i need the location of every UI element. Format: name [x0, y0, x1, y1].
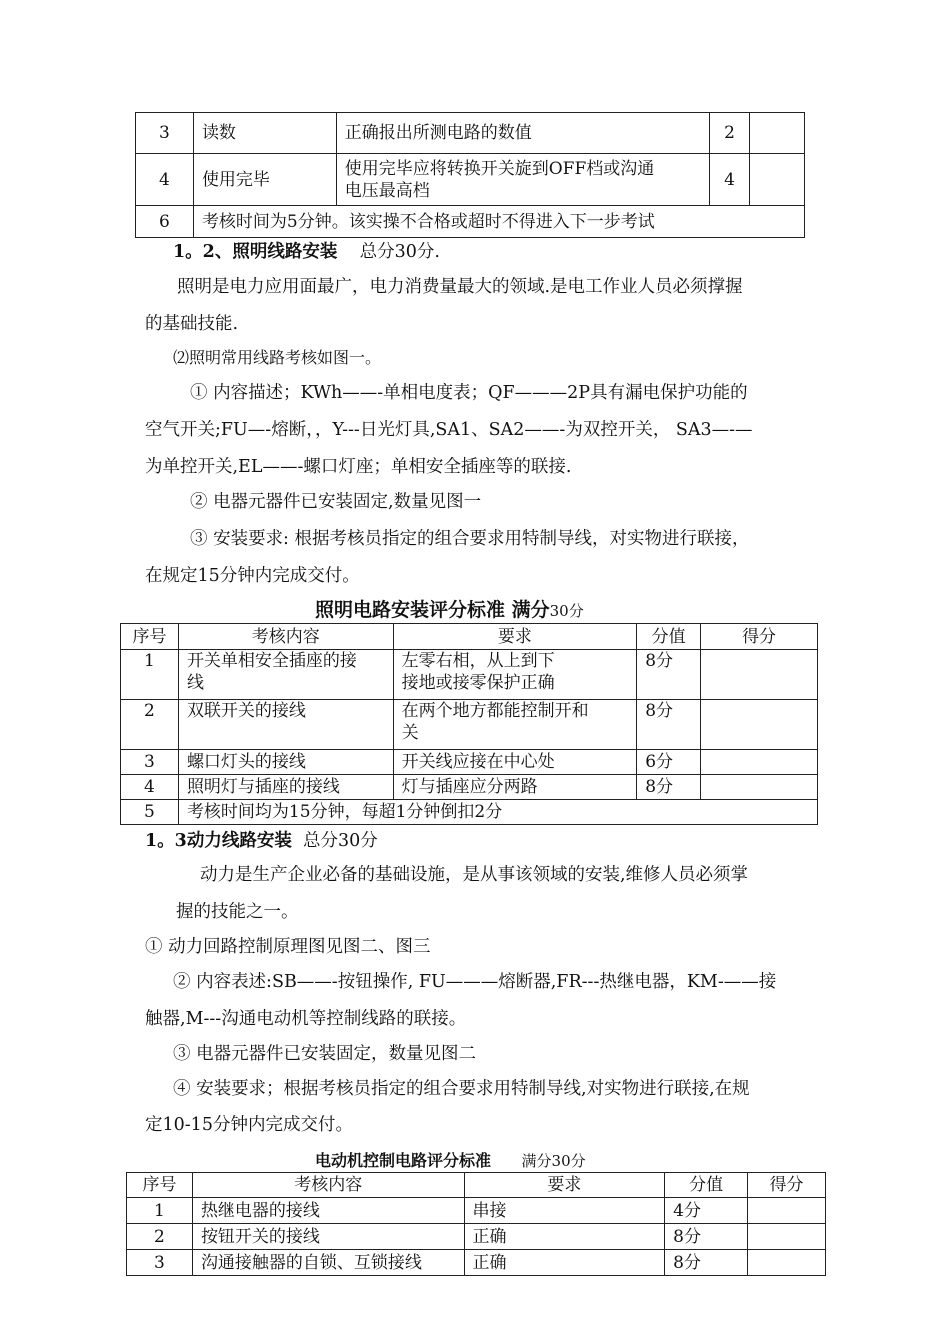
row-got [701, 750, 818, 775]
header-cell: 考核内容 [192, 1173, 464, 1198]
row-score: 4分 [665, 1198, 748, 1224]
row-score: 4 [710, 154, 750, 206]
section-12-heading [173, 240, 440, 264]
requirement-line: 在两个地方都能控制开和 [401, 701, 589, 721]
row-number: 3 [121, 750, 179, 775]
table-footer-row [121, 800, 818, 825]
table-row [127, 1198, 826, 1224]
content-line: 开关单相安全插座的接 [186, 651, 357, 671]
row-content: 按钮开关的接线 [192, 1224, 464, 1250]
motor-score-table [126, 1172, 826, 1276]
paragraph-line: ③ 安装要求: 根据考核员指定的组合要求用特制导线，对实物进行联接， [190, 529, 750, 549]
row-number: 1 [127, 1198, 193, 1224]
paragraph-line: 触器,M---沟通电动机等控制线路的联接。 [145, 1009, 467, 1029]
header-cell: 序号 [127, 1173, 193, 1198]
table-title-score: 30分 [549, 602, 584, 620]
paragraph-line: 动力是生产企业必备的基础设施，是从事该领域的安装,维修人员必须掌 [200, 865, 749, 885]
row-got [750, 113, 805, 154]
table-header-row [127, 1173, 826, 1198]
paragraph-line: ① 内容描述；KWh——-单相电度表；QF———2P具有漏电保护功能的 [190, 383, 748, 403]
table-title-text: 电动机控制电路评分标准 [315, 1151, 492, 1170]
paragraph-line: ⑵照明常用线路考核如图一。 [173, 348, 382, 367]
content-line: 双联开关的接线 [186, 701, 306, 721]
table-title [315, 598, 584, 623]
row-requirement: 灯与插座应分两路 [393, 775, 637, 800]
paragraph-line: ② 内容表述:SB——-按钮操作, FU———熔断器,FR---热继电器，KM-——接 [173, 972, 777, 992]
row-requirement [393, 700, 637, 750]
header-cell: 序号 [121, 624, 179, 650]
footer-text: 考核时间为5分钟。该实操不合格或超时不得进入下一步考试 [193, 206, 804, 238]
row-score: 8分 [637, 650, 701, 700]
footer-text: 考核时间均为15分钟，每超1分钟倒扣2分 [178, 800, 817, 825]
description-line: 使用完毕应将转换开关旋到OFF档或沟通 [344, 158, 655, 179]
paragraph-line: 照明是电力应用面最广，电力消费量最大的领域.是电工作业人员必须撑握 [177, 277, 743, 297]
table-row [121, 650, 818, 700]
header-cell: 要求 [464, 1173, 665, 1198]
section-13-heading [145, 829, 378, 853]
row-content [178, 650, 393, 700]
row-got [701, 700, 818, 750]
paragraph-line: ② 电器元器件已安装固定,数量见图一 [190, 492, 482, 512]
row-description: 正确报出所测电路的数值 [336, 113, 709, 154]
paragraph-line: 在规定15分钟内完成交付。 [145, 566, 360, 586]
section-title: 1。2、照明线路安装 [173, 242, 338, 262]
row-requirement: 串接 [464, 1198, 665, 1224]
row-number: 4 [121, 775, 179, 800]
paragraph-line: ③ 电器元器件已安装固定，数量见图二 [173, 1044, 477, 1064]
row-number: 2 [121, 700, 179, 750]
row-content: 螺口灯头的接线 [178, 750, 393, 775]
row-number: 4 [136, 154, 194, 206]
row-number: 3 [136, 113, 194, 154]
row-content: 沟通接触器的自锁、互锁接线 [192, 1250, 464, 1276]
table-title-score: 满分30分 [521, 1152, 586, 1170]
row-number: 3 [127, 1250, 193, 1276]
row-got [748, 1250, 826, 1276]
row-number: 6 [136, 206, 194, 238]
top-score-table [135, 112, 805, 238]
header-cell: 分值 [665, 1173, 748, 1198]
row-got [701, 650, 818, 700]
table-title-text: 照明电路安装评分标准 满分 [315, 599, 550, 621]
table-header-row [121, 624, 818, 650]
row-got [748, 1198, 826, 1224]
row-requirement [393, 650, 637, 700]
row-score: 8分 [637, 775, 701, 800]
row-number: 5 [121, 800, 179, 825]
row-got [750, 154, 805, 206]
paragraph-line: 定10-15分钟内完成交付。 [145, 1115, 353, 1135]
row-item: 读数 [193, 113, 336, 154]
header-cell: 得分 [701, 624, 818, 650]
row-score: 6分 [637, 750, 701, 775]
table-footer-row [136, 206, 805, 238]
paragraph-line: 的基础技能. [145, 314, 239, 334]
table-row [121, 750, 818, 775]
header-cell: 分值 [637, 624, 701, 650]
table-row [127, 1224, 826, 1250]
row-got [748, 1224, 826, 1250]
requirement-line: 左零右相，从上到下 [401, 651, 555, 671]
paragraph-line: 握的技能之一。 [176, 902, 299, 922]
section-total: 总分30分 [303, 831, 378, 851]
requirement-line: 接地或接零保护正确 [401, 673, 555, 693]
row-item: 使用完毕 [193, 154, 336, 206]
content-line: 线 [186, 673, 204, 693]
row-score: 8分 [665, 1224, 748, 1250]
row-requirement: 正确 [464, 1250, 665, 1276]
row-number: 1 [121, 650, 179, 700]
paragraph-line: 为单控开关,EL——-螺口灯座；单相安全插座等的联接. [145, 457, 572, 477]
section-title: 1。3动力线路安装 [145, 831, 292, 851]
header-cell: 得分 [748, 1173, 826, 1198]
table-row [136, 154, 805, 206]
row-score: 8分 [665, 1250, 748, 1276]
paragraph-line: ④ 安装要求；根据考核员指定的组合要求用特制导线,对实物进行联接,在规 [173, 1079, 750, 1099]
row-requirement: 开关线应接在中心处 [393, 750, 637, 775]
paragraph-line: 空气开关;FU—-熔断，，Y---日光灯具,SA1、SA2——-为双控开关， SA3—-— [145, 420, 753, 440]
row-score: 8分 [637, 700, 701, 750]
header-cell: 考核内容 [178, 624, 393, 650]
description-line: 电压最高档 [344, 180, 430, 201]
row-content: 照明灯与插座的接线 [178, 775, 393, 800]
row-content [178, 700, 393, 750]
section-total: 总分30分. [359, 242, 440, 262]
table-row [121, 775, 818, 800]
row-requirement: 正确 [464, 1224, 665, 1250]
row-got [701, 775, 818, 800]
lighting-score-table [120, 623, 818, 825]
row-description [336, 154, 709, 206]
table-title [315, 1149, 586, 1173]
paragraph-line: ① 动力回路控制原理图见图二、图三 [145, 937, 431, 957]
row-score: 2 [710, 113, 750, 154]
table-row [121, 700, 818, 750]
row-number: 2 [127, 1224, 193, 1250]
table-row [127, 1250, 826, 1276]
header-cell: 要求 [393, 624, 637, 650]
requirement-line: 关 [401, 723, 419, 743]
table-row [136, 113, 805, 154]
row-content: 热继电器的接线 [192, 1198, 464, 1224]
